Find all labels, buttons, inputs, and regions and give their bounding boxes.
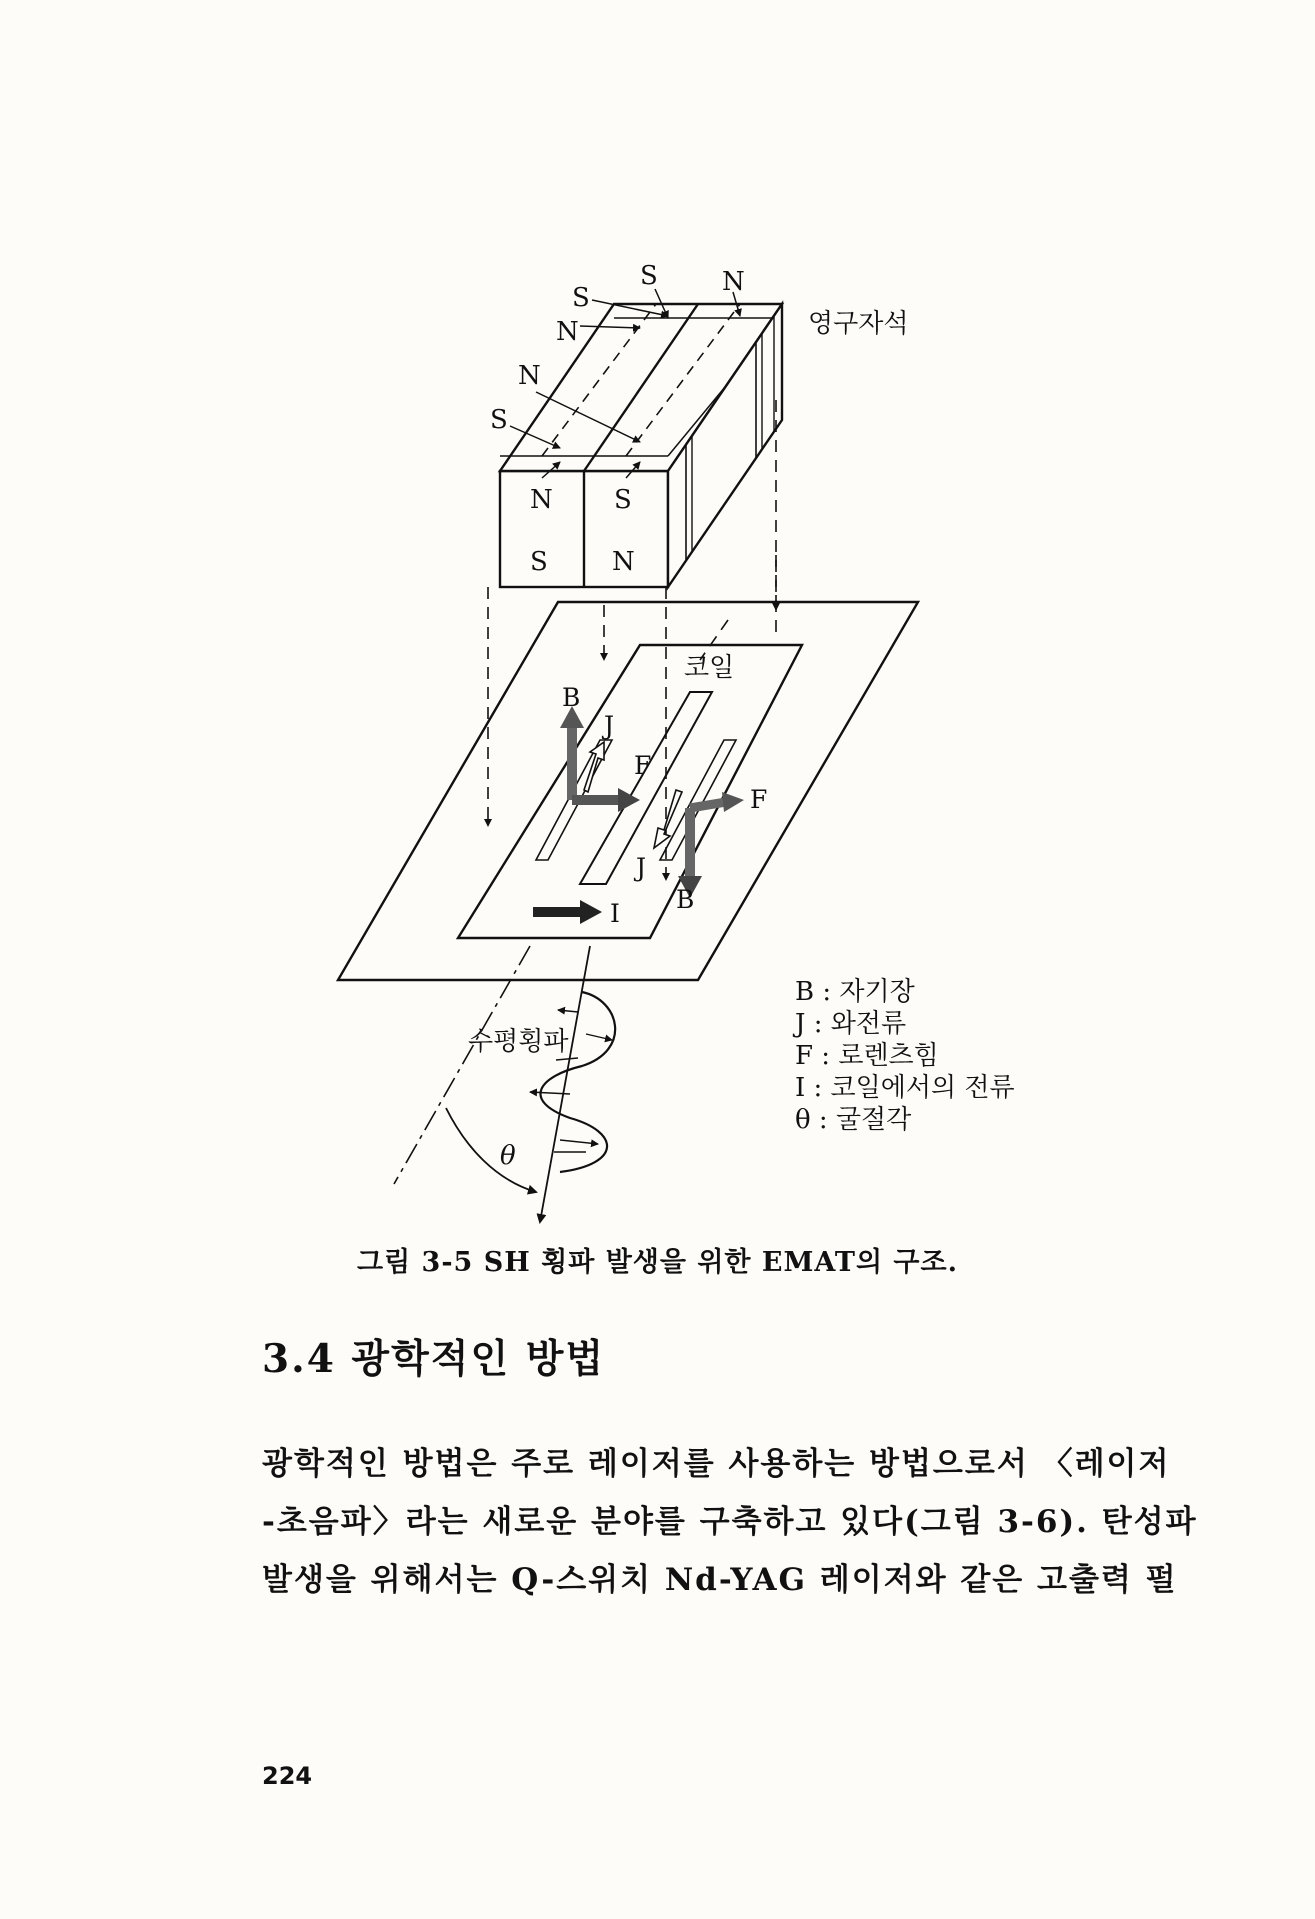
- body-line: 광학적인 방법은 주로 레이저를 사용하는 방법으로서 〈레이저: [262, 1446, 1171, 1482]
- label-horizontal-shear-wave: 수평횡파: [468, 1027, 569, 1057]
- figure-caption: 그림 3-5 SH 횡파 발생을 위한 EMAT의 구조.: [356, 1247, 958, 1278]
- label-coil: 코일: [684, 653, 735, 683]
- label-b-left: B: [562, 683, 581, 712]
- pole-label: S: [572, 283, 590, 313]
- body-line: -초음파〉라는 새로운 분야를 구축하고 있다(그림 3-6). 탄성파: [262, 1504, 1198, 1540]
- pole-label: S: [490, 405, 508, 435]
- body-line: 발생을 위해서는 Q-스위치 Nd-YAG 레이저와 같은 고출력 펄: [262, 1562, 1178, 1598]
- label-b-right: B: [676, 885, 695, 914]
- section-title: 3.4 광학적인 방법: [262, 1336, 606, 1382]
- pole-label: N: [612, 547, 635, 577]
- pole-label: S: [640, 261, 658, 291]
- pole-label: S: [530, 547, 548, 577]
- pole-label: N: [556, 317, 579, 347]
- pole-label: N: [530, 485, 553, 515]
- pole-label: N: [518, 361, 541, 391]
- label-j-left: J: [604, 711, 615, 740]
- label-f-left: F: [634, 751, 652, 780]
- legend-item-i: I : 코일에서의 전류: [795, 1073, 1015, 1103]
- specimen-plate: [338, 602, 918, 980]
- legend-item-f: F : 로렌츠힘: [795, 1041, 939, 1071]
- coil-current-arrow: [533, 900, 602, 924]
- legend-item-theta: θ : 굴절각: [795, 1105, 912, 1135]
- pole-label: N: [722, 267, 745, 297]
- label-permanent-magnet: 영구자석: [808, 309, 909, 339]
- shear-wave: [394, 946, 615, 1222]
- body-paragraph: [262, 1435, 1198, 1609]
- label-theta: θ: [500, 1141, 516, 1171]
- left-vector-set: [560, 706, 640, 812]
- page-number: 224: [262, 1762, 313, 1790]
- legend-item-b: B : 자기장: [795, 977, 915, 1007]
- legend-item-j: J : 와전류: [795, 1009, 907, 1039]
- label-i: I: [610, 899, 620, 928]
- label-f-right: F: [750, 785, 768, 814]
- pole-label: S: [614, 485, 632, 515]
- label-j-right: J: [636, 853, 647, 882]
- figure-legend: [792, 977, 1015, 1135]
- permanent-magnet: [500, 304, 782, 587]
